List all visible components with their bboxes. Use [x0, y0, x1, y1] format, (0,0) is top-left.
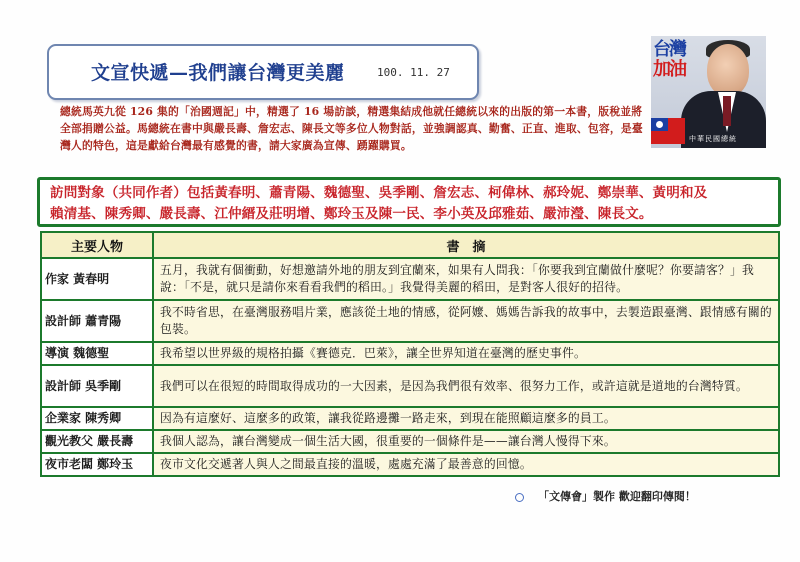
quote-cell: 五月，我就有個衝動，好想邀請外地的朋友到宜蘭來，如果有人問我：「你要我到宜蘭做什麼呢？你要請客？」我說：「不是，就只是請你來看看我們的稻田。」我覺得美麗的稻田，是對客人很好的招待。 — [153, 258, 779, 300]
intro-paragraph: 總統馬英九從 126 集的「治國週記」中，精選了 16 場訪談，精選集結成他就任總統以來的出版的第一本書，版稅並將全部捐贈公益。馬總統在書中與嚴長壽、詹宏志、陳長文等多位人物對話，並強調認真、勤奮、正直、進取、包容，是臺灣人的特色，這是獻給台灣最有感覺的書，請大家廣為宣傳、踴躍購買。 — [60, 105, 643, 152]
flag-icon — [651, 118, 685, 144]
table-row — [41, 258, 779, 300]
person-cell: 導演 魏德聖 — [41, 342, 153, 365]
table-row — [41, 407, 779, 430]
column-header-person: 主要人物 — [41, 232, 153, 258]
person-cell: 夜市老闆 鄭玲玉 — [41, 453, 153, 476]
photo-face — [707, 44, 749, 96]
quote-cell: 我們可以在很短的時間取得成功的一大因素，是因為我們很有效率、很努力工作，或許這就是道地的台灣特質。 — [153, 365, 779, 407]
taiwan-jiayou-logo: 台灣 加油 — [653, 39, 685, 80]
authors-line-2: 賴清基、陳秀卿、嚴長壽、江仲縉及莊明增、鄭玲玉及陳一民、李小英及邱雅茹、嚴沛瀅、陳長文。 — [50, 206, 653, 222]
quote-cell: 我希望以世界級的規格拍攝《賽德克．巴萊》，讓全世界知道在臺灣的歷史事件。 — [153, 342, 779, 365]
person-cell: 設計師 蕭青陽 — [41, 300, 153, 342]
person-cell: 設計師 吳季剛 — [41, 365, 153, 407]
authors-line-1: 訪問對象（共同作者）包括黃春明、蕭青陽、魏德聖、吳季剛、詹宏志、柯偉林、郝玲妮、鄭崇華、黃明和及 — [50, 185, 708, 201]
table-row — [41, 300, 779, 342]
president-photo — [651, 36, 766, 148]
footer-credit — [515, 488, 696, 504]
table-row — [41, 365, 779, 407]
authors-box — [37, 177, 781, 227]
quote-cell: 因為有這麼好、這麼多的政策，讓我從路邊攤一路走來，到現在能照顧這麼多的員工。 — [153, 407, 779, 430]
photo-tie — [723, 96, 731, 126]
circle-bullet-icon — [515, 493, 524, 502]
table-row — [41, 453, 779, 476]
quote-cell: 夜市文化交遞著人與人之間最直接的溫暖，處處充滿了最善意的回憶。 — [153, 453, 779, 476]
person-cell: 企業家 陳秀卿 — [41, 407, 153, 430]
table-row — [41, 430, 779, 453]
page-title: 文宣快遞—我們讓台灣更美麗 — [91, 62, 345, 84]
quote-cell: 我不時省思，在臺灣服務唱片業，應該從土地的情感，從阿嬤、媽媽告訴我的故事中，去製造跟臺灣、跟情感有關的包裝。 — [153, 300, 779, 342]
photo-caption: 中華民國總統 — [689, 135, 737, 143]
issue-date: 100. 11. 27 — [377, 66, 450, 79]
title-banner — [47, 44, 479, 100]
quotes-table — [40, 231, 780, 477]
quote-cell: 我個人認為，讓台灣變成一個生活大國，很重要的一個條件是——讓台灣人慢得下來。 — [153, 430, 779, 453]
table-header-row — [41, 232, 779, 258]
person-cell: 觀光教父 嚴長壽 — [41, 430, 153, 453]
table-row — [41, 342, 779, 365]
column-header-quote: 書 摘 — [153, 232, 779, 258]
person-cell: 作家 黃春明 — [41, 258, 153, 300]
footer-text: 「文傳會」製作 歡迎翻印傳閱！ — [538, 490, 696, 503]
